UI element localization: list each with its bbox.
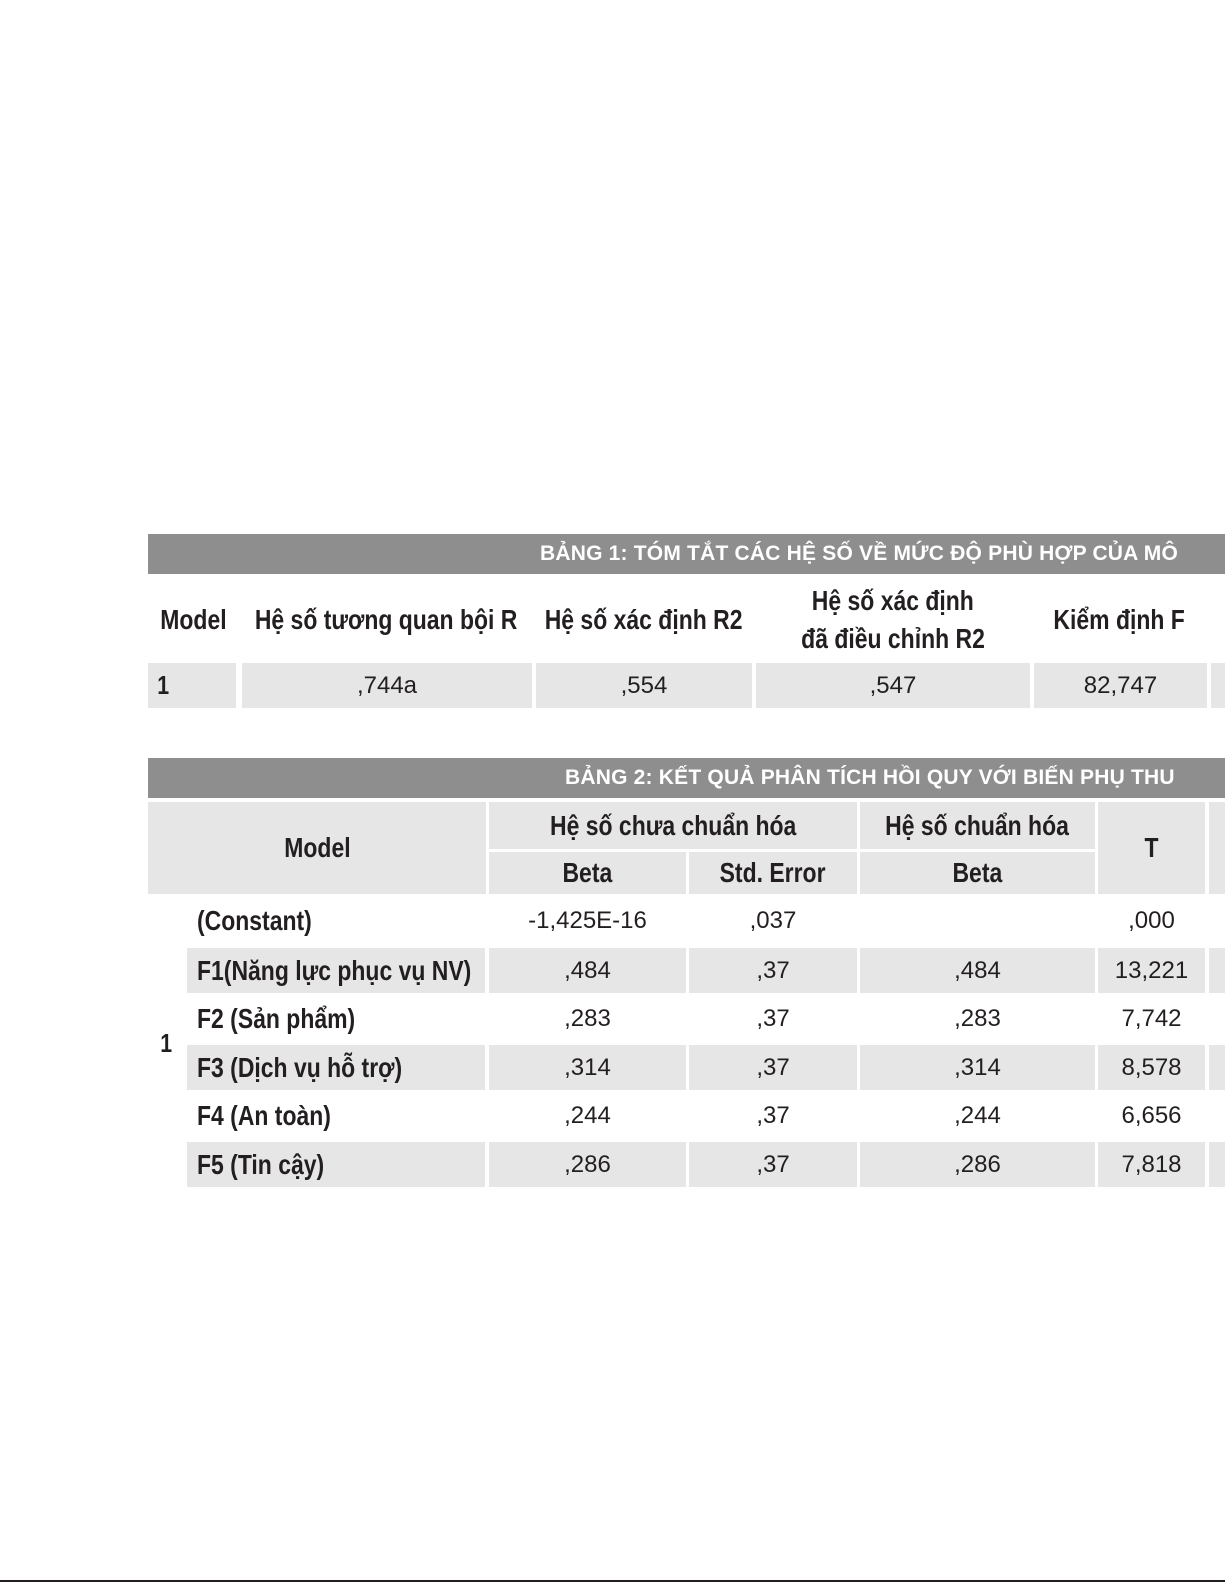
table2-row-1-variable-name [187,898,485,943]
table2-row-1-std-beta [860,898,1095,943]
table2-row-3-beta-text: ,283 [564,1004,611,1032]
table2-header-cutoff [1209,802,1225,894]
table2-row-5-t-value-text: 6,656 [1121,1101,1182,1129]
table2-row-2-t-value [1098,948,1205,993]
table2-row-6-std-error [689,1142,857,1187]
table2-row-4-std-error [689,1045,857,1090]
table2-row-3-beta [489,996,686,1041]
table2-row-1-beta-text: -1,425E-16 [528,906,647,934]
table2-row-3-variable-name [187,996,485,1041]
table2-row-6-t-value [1098,1142,1205,1187]
table2-row-1-t-value [1098,898,1205,943]
table2-row-1-variable-name-text: (Constant) [197,904,312,936]
table2-header-std-error-text: Std. Error [720,857,826,888]
table1-header-r [238,580,534,660]
table2-row-6-variable-name-text: F5 (Tin cậy) [197,1148,325,1180]
table2-model-number [148,898,184,1188]
table2-row-4-std-error-text: ,37 [756,1053,790,1081]
table1-header-adj-r2-line2: đã điều chỉnh R2 [801,623,985,654]
table2-row-4-beta [489,1045,686,1090]
table2-row-1-t-value-text: ,000 [1128,906,1175,934]
table1-row-r2: ,554 [536,663,752,708]
table2-row-4-std-beta-text: ,314 [954,1053,1001,1081]
page-bottom-rule [0,1580,1225,1582]
table2-row-2-cutoff [1209,948,1225,993]
table2-row-2-variable-name-text: F1(Năng lực phục vụ NV) [197,954,472,986]
table2-row-2-beta [489,948,686,993]
table2-header-model [148,802,486,894]
table2-row-3-t-value [1098,996,1205,1041]
table2-row-2-std-error-text: ,37 [756,956,790,984]
table2-row-6-variable-name [187,1142,485,1187]
table2-header-t-text: T [1144,832,1159,863]
table2-header-std-text: Hệ số chuẩn hóa [885,809,1070,841]
table2-row-3-std-error-text: ,37 [756,1004,790,1032]
table1-header-f [1032,580,1207,660]
table2-header-t [1098,802,1205,894]
table2-header-model-text: Model [283,832,351,863]
table2-header-std-error [689,852,857,894]
table1-header-model [148,580,238,660]
table2-row-1-std-error [689,898,857,943]
table2-row-5-variable-name [187,1093,485,1138]
table2-row-4-t-value-text: 8,578 [1121,1053,1182,1081]
table1-row-r: ,744a [242,663,532,708]
table2-row-5-std-beta-text: ,244 [954,1101,1001,1129]
table1-header-r-text: Hệ số tương quan bội R [254,604,518,635]
table2-row-5-std-beta [860,1093,1095,1138]
table2-row-4-cutoff [1209,1045,1225,1090]
table2-row-5-std-error-text: ,37 [756,1101,790,1129]
table2-row-5-t-value [1098,1093,1205,1138]
table2-row-2-variable-name [187,948,485,993]
table2-row-4-variable-name-text: F3 (Dịch vụ hỗ trợ) [197,1051,403,1083]
table2-row-6-std-beta-text: ,286 [954,1150,1001,1178]
table2-row-6-std-beta [860,1142,1095,1187]
table2-header-beta-text: Beta [562,857,613,888]
table2-row-2-t-value-text: 13,221 [1114,956,1189,984]
table1-header-model-text: Model [159,604,227,635]
table2-row-3-t-value-text: 7,742 [1121,1004,1182,1032]
table2-row-5-beta-text: ,244 [564,1101,611,1129]
table2-row-6-cutoff [1209,1142,1225,1187]
table2-header-unstd-text: Hệ số chưa chuẩn hóa [549,809,797,841]
table2-row-4-variable-name [187,1045,485,1090]
table1-row-model [148,663,236,708]
table2-header-beta-std [860,852,1095,894]
table2-row-3-std-beta-text: ,283 [954,1004,1001,1032]
table2-row-5-std-error [689,1093,857,1138]
table2-row-5-beta [489,1093,686,1138]
table2-row-6-t-value-text: 7,818 [1121,1150,1182,1178]
table2-row-3-std-error [689,996,857,1041]
table2-header-std [860,802,1095,849]
table2-title-bar [148,758,1225,798]
table2-row-6-std-error-text: ,37 [756,1150,790,1178]
table1-header-adj-r2 [754,580,1032,660]
table2-row-3-std-beta [860,996,1095,1041]
table2-row-2-std-beta-text: ,484 [954,956,1001,984]
table2-row-4-t-value [1098,1045,1205,1090]
table1-row-adj-r2: ,547 [756,663,1030,708]
table1-row-cutoff [1211,663,1225,708]
table2-row-2-beta-text: ,484 [564,956,611,984]
table1-title: BẢNG 1: TÓM TẮT CÁC HỆ SỐ VỀ MỨC ĐỘ PHÙ HỢP CỦA MÔ [540,542,1179,565]
table1-header-adj-r2-line1: Hệ số xác định [811,585,975,616]
table1-row-f: 82,747 [1034,663,1207,708]
table2-row-2-std-error [689,948,857,993]
table2-header-beta-std-text: Beta [952,857,1003,888]
table1-header-f-text: Kiểm định F [1053,604,1186,635]
table2-title: BẢNG 2: KẾT QUẢ PHÂN TÍCH HỒI QUY VỚI BIẾN PHỤ THU [565,766,1175,789]
table2-row-6-beta-text: ,286 [564,1150,611,1178]
table1-row-model-text: 1 [157,670,170,700]
table2-row-3-variable-name-text: F2 (Sản phẩm) [197,1002,356,1034]
table2-row-1-beta [489,898,686,943]
table2-row-4-beta-text: ,314 [564,1053,611,1081]
table2-row-4-std-beta [860,1045,1095,1090]
table1-title-bar [148,534,1225,574]
table2-header-beta [489,852,686,894]
table2-row-5-variable-name-text: F4 (An toàn) [197,1099,331,1131]
table2-header-unstd [489,802,857,849]
table1-header-r2-text: Hệ số xác định R2 [545,604,743,635]
table1-header-r2 [534,580,754,660]
table2-row-2-std-beta [860,948,1095,993]
table2-row-6-beta [489,1142,686,1187]
table2-model-number-text: 1 [160,1027,172,1058]
table2-row-1-std-error-text: ,037 [749,906,797,934]
